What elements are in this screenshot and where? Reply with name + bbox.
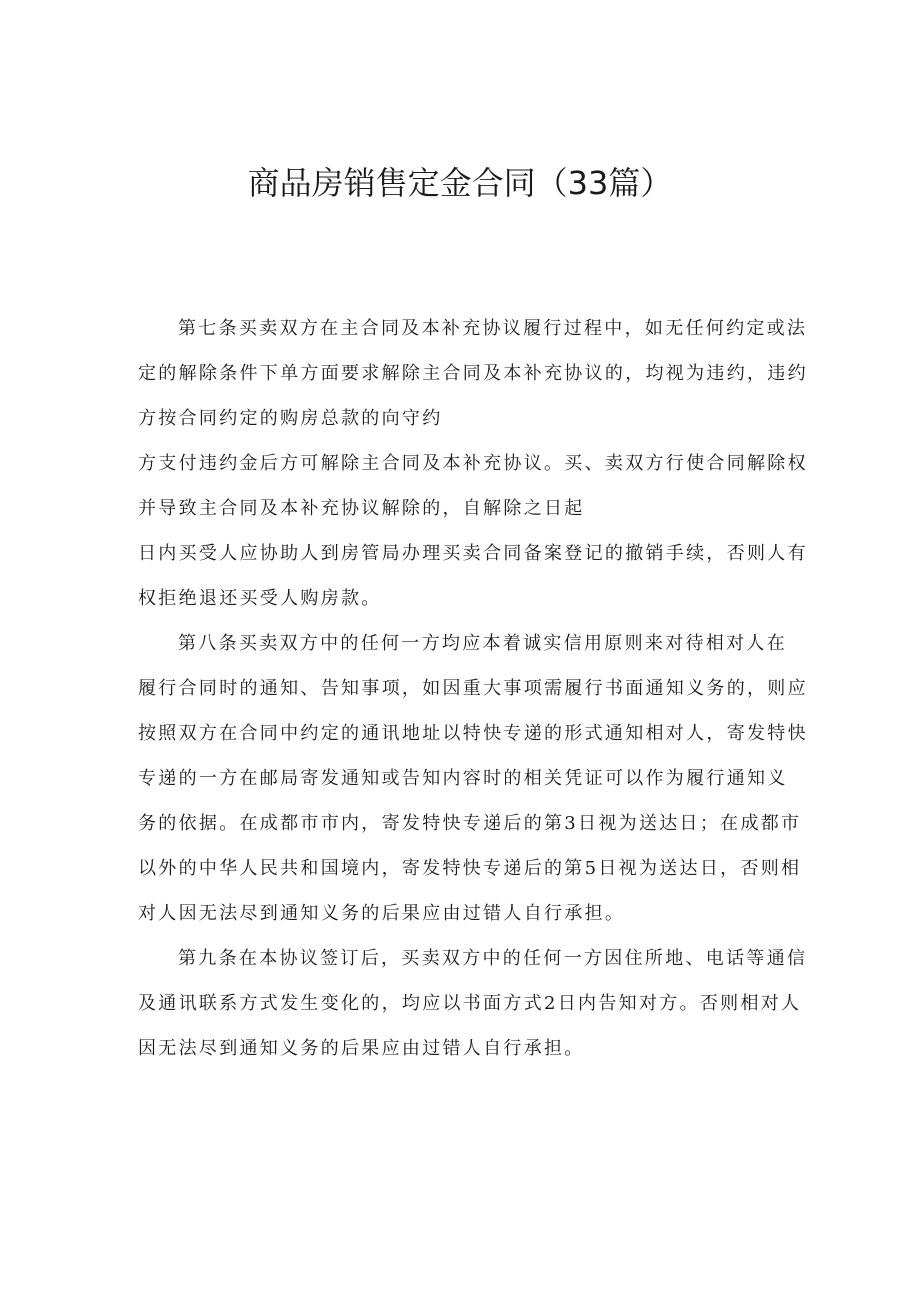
- paragraph-line: 方支付违约金后方可解除主合同及本补充协议。买、卖双方行使合同解除权: [138, 453, 808, 474]
- paragraph-line: 专递的一方在邮局寄发通知或告知内容时的相关凭证可以作为履行通知义: [138, 768, 788, 789]
- paragraph-line: 并导致主合同及本补充协议解除的，自解除之日起: [138, 498, 585, 519]
- paragraph-line: 定的解除条件下单方面要求解除主合同及本补充协议的，均视为违约，违约: [138, 363, 808, 384]
- paragraph-line: 方按合同约定的购房总款的向守约: [138, 408, 443, 429]
- paragraph-line: 日内买受人应协助人到房管局办理买卖合同备案登记的撤销手续，否则人有: [138, 543, 808, 564]
- paragraph-line: 对人因无法尽到通知义务的后果应由过错人自行承担。: [138, 903, 626, 924]
- paragraph-line: 第八条买卖双方中的任何一方均应本着诚实信用原则来对待相对人在: [178, 633, 787, 654]
- paragraph-line: 因无法尽到通知义务的后果应由过错人自行承担。: [138, 1038, 585, 1059]
- paragraph-line: 及通讯联系方式发生变化的，均应以书面方式2日内告知对方。否则相对人: [138, 993, 802, 1014]
- document-body: [138, 306, 808, 1071]
- paragraph-line: 按照双方在合同中约定的通讯地址以特快专递的形式通知相对人，寄发特快: [138, 723, 808, 744]
- paragraph-line: 务的依据。在成都市市内，寄发特快专递后的第3日视为送达日；在成都市: [138, 813, 802, 834]
- paragraph-line: 权拒绝退还买受人购房款。: [138, 588, 382, 609]
- paragraph-line: 第九条在本协议签订后，买卖双方中的任何一方因住所地、电话等通信: [178, 948, 808, 969]
- document-title: 商品房销售定金合同（33篇）: [247, 164, 673, 202]
- paragraph-line: 第七条买卖双方在主合同及本补充协议履行过程中，如无任何约定或法: [178, 318, 808, 339]
- paragraph-line: 履行合同时的通知、告知事项，如因重大事项需履行书面通知义务的，则应: [138, 678, 808, 699]
- paragraph-line: 以外的中华人民共和国境内，寄发特快专递后的第5日视为送达日，否则相: [138, 858, 802, 879]
